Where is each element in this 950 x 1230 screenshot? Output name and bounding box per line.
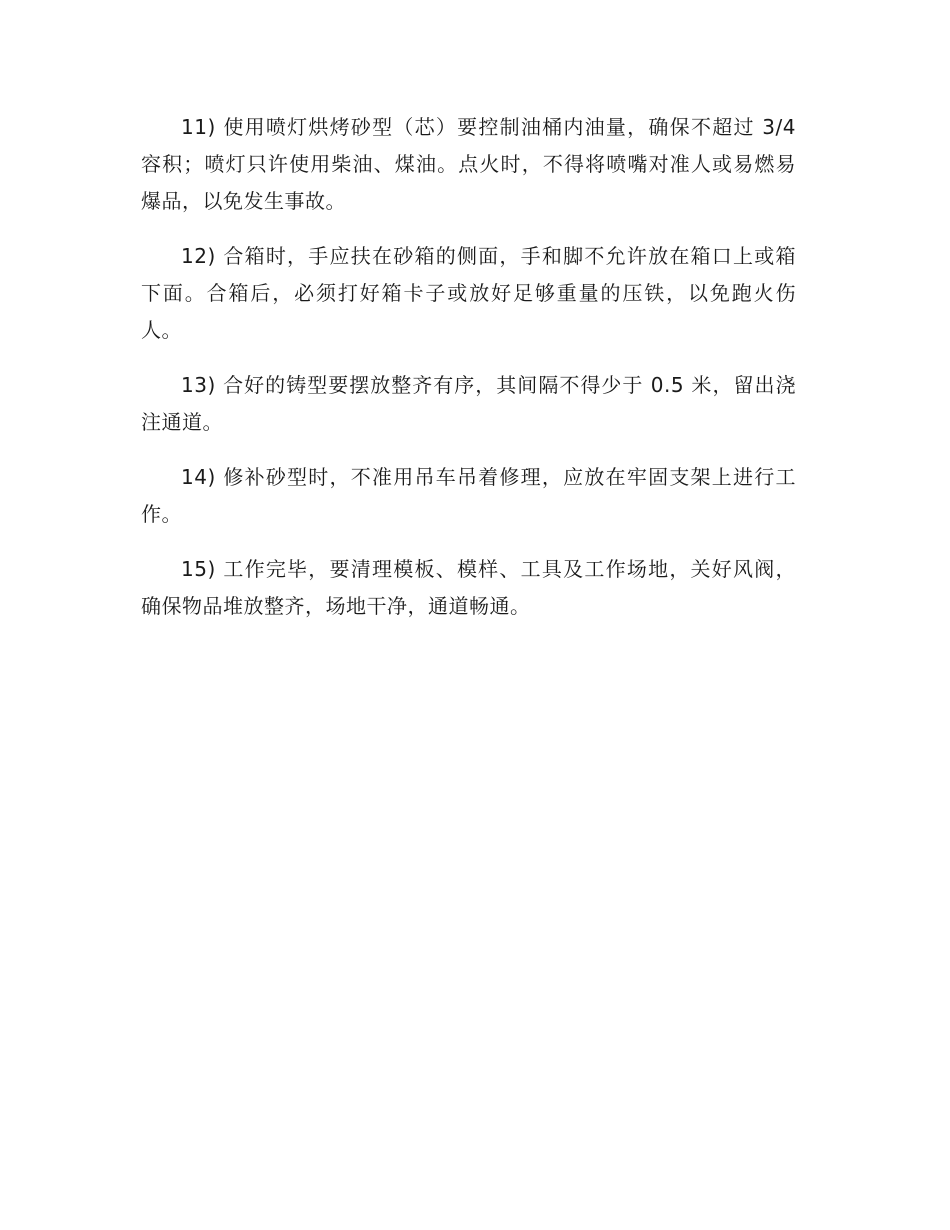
paragraph-item-14: 14) 修补砂型时，不准用吊车吊着修理，应放在牢固支架上进行工作。	[141, 465, 796, 526]
paragraph-item-11: 11) 使用喷灯烘烤砂型（芯）要控制油桶内油量，确保不超过 3/4 容积；喷灯只许使用柴油、煤油。点火时，不得将喷嘴对准人或易燃易爆品，以免发生事故。	[141, 115, 796, 213]
paragraph-item-12: 12) 合箱时，手应扶在砂箱的侧面，手和脚不允许放在箱口上或箱下面。合箱后，必须打好箱卡子或放好足够重量的压铁，以免跑火伤人。	[141, 244, 796, 342]
document-body	[141, 109, 796, 643]
paragraph-item-13: 13) 合好的铸型要摆放整齐有序，其间隔不得少于 0.5 米，留出浇注通道。	[141, 373, 796, 434]
paragraph-item-15: 15) 工作完毕，要清理模板、模样、工具及工作场地，关好风阀，确保物品堆放整齐，场地干净，通道畅通。	[141, 557, 796, 618]
